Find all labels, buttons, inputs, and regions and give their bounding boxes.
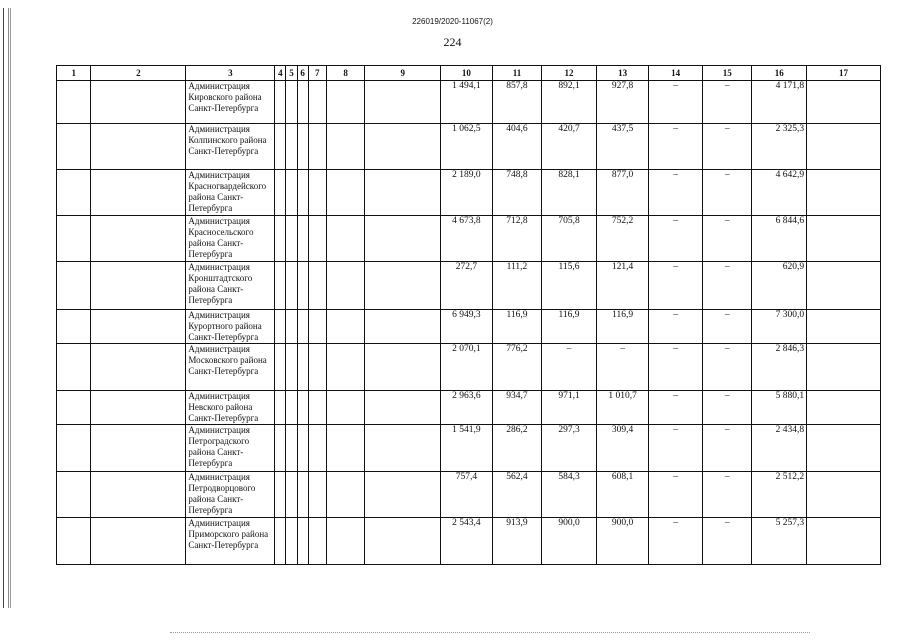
empty-cell [326,472,364,518]
value-cell-col16: 2 434,8 [752,425,807,472]
value-cell-col11: 404,6 [492,124,542,170]
empty-cell [326,391,364,425]
empty-cell [807,472,881,518]
header-row [57,66,881,81]
empty-cell [91,81,186,124]
value-cell-col10: 1 541,9 [441,425,493,472]
value-cell-col12: 971,1 [542,391,597,425]
empty-cell [286,310,297,344]
value-cell-col10: 1 062,5 [441,124,493,170]
empty-cell [297,124,308,170]
value-cell-col14: – [649,170,703,216]
empty-cell [286,124,297,170]
table-row [57,310,881,344]
empty-cell [807,425,881,472]
value-cell-col16: 2 846,3 [752,344,807,391]
value-cell-col16: 620,9 [752,262,807,310]
empty-cell [326,310,364,344]
column-header-17: 17 [807,66,881,81]
empty-cell [286,472,297,518]
empty-cell [297,472,308,518]
value-cell-col12: 705,8 [542,216,597,262]
empty-cell [286,81,297,124]
empty-cell [275,472,286,518]
value-cell-col12: 420,7 [542,124,597,170]
empty-cell [57,216,91,262]
scan-left-edge-line [10,8,11,608]
empty-cell [326,262,364,310]
value-cell-col14: – [649,391,703,425]
organization-cell: Администрация Невского района Санкт-Петербурга [186,391,275,425]
value-cell-col16: 4 642,9 [752,170,807,216]
value-cell-col13: – [596,344,649,391]
value-cell-col10: 1 494,1 [441,81,493,124]
value-cell-col14: – [649,472,703,518]
empty-cell [275,170,286,216]
table-row [57,124,881,170]
empty-cell [308,391,326,425]
organization-cell: Администрация Приморского района Санкт-Петербурга [186,518,275,565]
empty-cell [365,344,441,391]
empty-cell [297,518,308,565]
empty-cell [308,170,326,216]
column-header-9: 9 [365,66,441,81]
organization-cell: Администрация Красногвардейского района Санкт-Петербурга [186,170,275,216]
value-cell-col12: 584,3 [542,472,597,518]
empty-cell [57,310,91,344]
value-cell-col11: 913,9 [492,518,542,565]
value-cell-col13: 877,0 [596,170,649,216]
empty-cell [286,518,297,565]
value-cell-col15: – [702,391,752,425]
column-header-7: 7 [308,66,326,81]
empty-cell [91,344,186,391]
value-cell-col11: 111,2 [492,262,542,310]
column-header-3: 3 [186,66,275,81]
value-cell-col14: – [649,310,703,344]
value-cell-col14: – [649,124,703,170]
empty-cell [275,344,286,391]
value-cell-col16: 6 844,6 [752,216,807,262]
empty-cell [275,518,286,565]
value-cell-col16: 7 300,0 [752,310,807,344]
value-cell-col15: – [702,170,752,216]
empty-cell [365,170,441,216]
value-cell-col11: 116,9 [492,310,542,344]
empty-cell [308,344,326,391]
organization-cell: Администрация Кронштадтского района Санкт-Петербурга [186,262,275,310]
column-header-2: 2 [91,66,186,81]
value-cell-col15: – [702,518,752,565]
value-cell-col13: 1 010,7 [596,391,649,425]
empty-cell [308,425,326,472]
value-cell-col14: – [649,216,703,262]
value-cell-col12: 828,1 [542,170,597,216]
value-cell-col14: – [649,518,703,565]
table-row [57,425,881,472]
organization-cell: Администрация Красносельского района Санкт-Петербурга [186,216,275,262]
empty-cell [275,310,286,344]
empty-cell [57,124,91,170]
table-row [57,216,881,262]
table-body [57,81,881,565]
organization-cell: Администрация Кировского района Санкт-Петербурга [186,81,275,124]
empty-cell [308,472,326,518]
value-cell-col10: 272,7 [441,262,493,310]
value-cell-col13: 121,4 [596,262,649,310]
empty-cell [286,391,297,425]
value-cell-col15: – [702,262,752,310]
value-cell-col15: – [702,472,752,518]
empty-cell [365,216,441,262]
empty-cell [91,425,186,472]
value-cell-col11: 857,8 [492,81,542,124]
value-cell-col12: – [542,344,597,391]
value-cell-col10: 2 543,4 [441,518,493,565]
empty-cell [807,81,881,124]
empty-cell [807,216,881,262]
value-cell-col14: – [649,81,703,124]
empty-cell [807,391,881,425]
value-cell-col11: 748,8 [492,170,542,216]
empty-cell [57,81,91,124]
budget-table [56,65,881,565]
empty-cell [365,124,441,170]
value-cell-col15: – [702,344,752,391]
empty-cell [365,425,441,472]
empty-cell [297,425,308,472]
empty-cell [807,344,881,391]
value-cell-col10: 4 673,8 [441,216,493,262]
scan-left-edge [3,8,9,608]
value-cell-col12: 900,0 [542,518,597,565]
value-cell-col11: 712,8 [492,216,542,262]
empty-cell [326,344,364,391]
value-cell-col12: 115,6 [542,262,597,310]
empty-cell [297,391,308,425]
value-cell-col16: 4 171,8 [752,81,807,124]
organization-cell: Администрация Петроградского района Санкт-Петербурга [186,425,275,472]
table-row [57,81,881,124]
empty-cell [286,216,297,262]
value-cell-col14: – [649,425,703,472]
value-cell-col10: 6 949,3 [441,310,493,344]
column-header-12: 12 [542,66,597,81]
organization-cell: Администрация Московского района Санкт-Петербурга [186,344,275,391]
empty-cell [91,216,186,262]
empty-cell [308,81,326,124]
empty-cell [57,425,91,472]
empty-cell [91,518,186,565]
value-cell-col14: – [649,344,703,391]
value-cell-col15: – [702,425,752,472]
table-row [57,518,881,565]
column-header-11: 11 [492,66,542,81]
column-header-1: 1 [57,66,91,81]
empty-cell [326,124,364,170]
empty-cell [297,310,308,344]
empty-cell [807,518,881,565]
scan-artifact [170,632,810,637]
column-header-14: 14 [649,66,703,81]
value-cell-col13: 927,8 [596,81,649,124]
empty-cell [365,391,441,425]
table-row [57,262,881,310]
column-header-13: 13 [596,66,649,81]
empty-cell [297,216,308,262]
empty-cell [297,170,308,216]
value-cell-col16: 5 257,3 [752,518,807,565]
empty-cell [308,124,326,170]
empty-cell [286,425,297,472]
value-cell-col14: – [649,262,703,310]
empty-cell [275,425,286,472]
value-cell-col15: – [702,124,752,170]
empty-cell [91,472,186,518]
empty-cell [365,518,441,565]
empty-cell [326,81,364,124]
empty-cell [807,124,881,170]
empty-cell [326,518,364,565]
column-header-8: 8 [326,66,364,81]
table-row [57,472,881,518]
empty-cell [91,262,186,310]
empty-cell [326,216,364,262]
empty-cell [308,216,326,262]
organization-cell: Администрация Курортного района Санкт-Петербурга [186,310,275,344]
empty-cell [308,262,326,310]
empty-cell [57,262,91,310]
empty-cell [57,391,91,425]
empty-cell [275,124,286,170]
value-cell-col13: 309,4 [596,425,649,472]
value-cell-col12: 297,3 [542,425,597,472]
table-row [57,344,881,391]
value-cell-col15: – [702,216,752,262]
value-cell-col10: 2 963,6 [441,391,493,425]
empty-cell [91,310,186,344]
value-cell-col11: 776,2 [492,344,542,391]
value-cell-col15: – [702,310,752,344]
empty-cell [297,344,308,391]
value-cell-col15: – [702,81,752,124]
empty-cell [807,310,881,344]
column-header-6: 6 [297,66,308,81]
column-header-16: 16 [752,66,807,81]
value-cell-col10: 2 189,0 [441,170,493,216]
column-header-5: 5 [286,66,297,81]
column-header-15: 15 [702,66,752,81]
empty-cell [286,344,297,391]
empty-cell [57,472,91,518]
table-row [57,170,881,216]
empty-cell [807,170,881,216]
value-cell-col13: 900,0 [596,518,649,565]
empty-cell [275,81,286,124]
empty-cell [326,425,364,472]
value-cell-col13: 116,9 [596,310,649,344]
document-code: 226019/2020-11067(2) [412,17,493,26]
empty-cell [57,170,91,216]
value-cell-col11: 934,7 [492,391,542,425]
value-cell-col16: 2 325,3 [752,124,807,170]
value-cell-col11: 562,4 [492,472,542,518]
value-cell-col16: 5 880,1 [752,391,807,425]
empty-cell [365,310,441,344]
empty-cell [297,262,308,310]
empty-cell [297,81,308,124]
empty-cell [286,262,297,310]
value-cell-col16: 2 512,2 [752,472,807,518]
empty-cell [57,518,91,565]
value-cell-col10: 2 070,1 [441,344,493,391]
empty-cell [326,170,364,216]
value-cell-col13: 437,5 [596,124,649,170]
table-row [57,391,881,425]
empty-cell [807,262,881,310]
empty-cell [91,170,186,216]
empty-cell [365,472,441,518]
column-header-4: 4 [275,66,286,81]
empty-cell [91,124,186,170]
value-cell-col12: 116,9 [542,310,597,344]
column-header-10: 10 [441,66,493,81]
organization-cell: Администрация Петродворцового района Санкт-Петербурга [186,472,275,518]
empty-cell [275,391,286,425]
value-cell-col11: 286,2 [492,425,542,472]
value-cell-col12: 892,1 [542,81,597,124]
value-cell-col13: 608,1 [596,472,649,518]
organization-cell: Администрация Колпинского района Санкт-Петербурга [186,124,275,170]
empty-cell [91,391,186,425]
value-cell-col10: 757,4 [441,472,493,518]
page-number: 224 [443,35,462,49]
value-cell-col13: 752,2 [596,216,649,262]
empty-cell [365,262,441,310]
empty-cell [275,262,286,310]
empty-cell [308,310,326,344]
empty-cell [308,518,326,565]
empty-cell [286,170,297,216]
empty-cell [365,81,441,124]
empty-cell [275,216,286,262]
empty-cell [57,344,91,391]
